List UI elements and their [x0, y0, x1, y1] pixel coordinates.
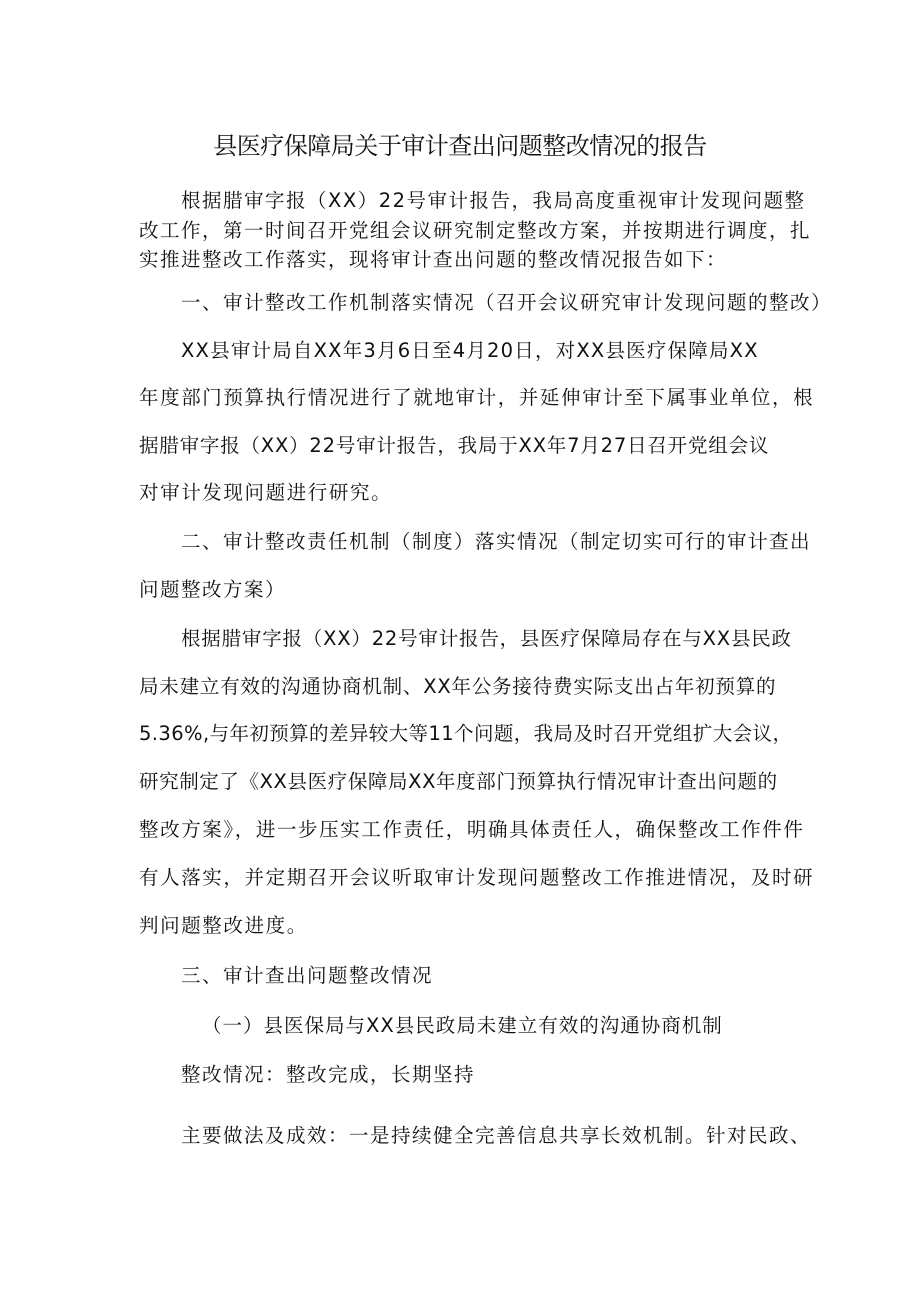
paragraph-line: 判问题整改进度。 [139, 914, 308, 937]
section-heading: 问题整改方案） [139, 578, 287, 601]
paragraph-line: 改工作，第一时间召开党组会议研究制定整改方案，并按期进行调度，扎 [139, 219, 812, 242]
paragraph-line: 有人落实，并定期召开会议听取审计发现问题整改工作推进情况，及时研 [139, 866, 815, 889]
paragraph-line: 根据腊审字报（XX）22号审计报告，县医疗保障局存在与XX县民政 [181, 627, 792, 650]
section-heading: 二、审计整改责任机制（制度）落实情况（制定切实可行的审计查出 [181, 530, 812, 553]
paragraph-line: 实推进整改工作落实，现将审计查出问题的整改情况报告如下： [139, 248, 728, 271]
section-heading: 三、审计查出问题整改情况 [181, 964, 434, 987]
subsection-heading: （一）县医保局与XX县民政局未建立有效的沟通协商机制 [202, 1014, 723, 1037]
paragraph-line: 对审计发现问题进行研究。 [139, 481, 393, 504]
paragraph-line: 据腊审字报（XX）22号审计报告，我局于XX年7月27日召开党组会议 [139, 434, 770, 457]
paragraph-line: 整改情况：整改完成，长期坚持 [181, 1063, 476, 1086]
paragraph-line: 研究制定了《XX县医疗保障局XX年度部门预算执行情况审计查出问题的 [139, 770, 778, 793]
paragraph-line: 年度部门预算执行情况进行了就地审计，并延伸审计至下属事业单位，根 [139, 386, 815, 409]
document-title: 县医疗保障局关于审计查出问题整改情况的报告 [213, 132, 707, 160]
paragraph-line: XX县审计局自XX年3月6日至4月20日，对XX县医疗保障局XX [181, 339, 759, 362]
paragraph-line: 5.36%,与年初预算的差异较大等11个问题，我局及时召开党组扩大会议， [139, 722, 793, 745]
paragraph-line: 局未建立有效的沟通协商机制、XX年公务接待费实际支出占年初预算的 [139, 675, 777, 698]
paragraph-line: 主要做法及成效：一是持续健全完善信息共享长效机制。针对民政、 [181, 1124, 812, 1147]
paragraph-line: 根据腊审字报（XX）22号审计报告，我局高度重视审计发现问题整 [181, 189, 806, 212]
section-heading: 一、审计整改工作机制落实情况（召开会议研究审计发现问题的整改） [181, 291, 833, 314]
paragraph-line: 整改方案》，进一步压实工作责任，明确具体责任人，确保整改工作件件 [139, 818, 805, 841]
